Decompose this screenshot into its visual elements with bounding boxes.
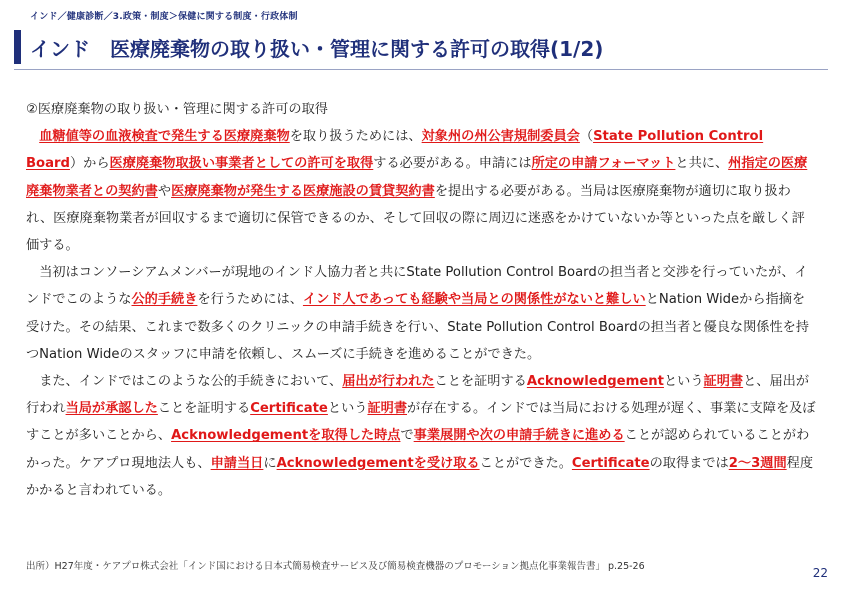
highlighted-phrase: インド人であっても経験や当局との関係性がないと難しい <box>302 292 646 308</box>
body-phrase: を提出する必要がある。当局は医療廃棄物が適切に取り扱われ、医療廃棄物業者が回収するまで適切に保管できるのか、そして回収の際に周辺に迷惑をかけていないか等といった点を厳しく評価する。 <box>26 183 805 254</box>
title-accent-bar <box>14 30 21 64</box>
body-phrase: で <box>400 428 414 444</box>
source-citation: 出所）H27年度・ケアプロ株式会社「インド国における日本式簡易検査サービス及び簡易検査機器のプロモーション拠点化事業報告書」 p.25-26 <box>26 561 645 572</box>
body-phrase: が存在する。インドでは当局における処理が遅く、事業に支障を及ぼすことが多いことから、 <box>26 401 816 444</box>
body-phrase: ）から <box>69 156 110 172</box>
highlighted-phrase: 対象州の州公害規制委員会 <box>421 129 580 145</box>
highlighted-phrase: 公的手続き <box>131 292 198 308</box>
body-phrase: とNation Wideから指摘を受けた。その結果、これまで数多くのクリニックの申請手続きを行い、State Pollution Control Boardの担当者と優良な関係性を持つNation Wideのスタッフに申請を依頼し、スムーズに手続きを進めることができた。 <box>26 292 810 362</box>
highlighted-phrase: 申請当日 <box>210 455 264 471</box>
body-phrase: や <box>157 183 172 199</box>
body-phrase: ことが認められていることがわかった。ケアプロ現地法人も、 <box>26 428 810 471</box>
body-phrase: と、届出が行われ <box>26 374 810 417</box>
paragraph-application-process <box>26 259 818 368</box>
title-divider <box>14 69 828 70</box>
body-phrase: を取り扱うためには、 <box>289 129 422 145</box>
body-phrase: する必要がある。申請には <box>373 156 532 172</box>
highlighted-phrase: Certificate <box>571 455 650 471</box>
highlighted-phrase: Acknowledgementを取得した時点 <box>171 428 401 444</box>
body-phrase: また、インドではこのような公的手続きにおいて、 <box>39 374 343 390</box>
body-phrase: ことを証明する <box>157 401 251 417</box>
highlighted-phrase: 医療廃棄物が発生する医療施設の賃貸契約書 <box>171 183 435 199</box>
body-phrase: という <box>663 374 704 390</box>
body-phrase: ことができた。 <box>479 455 572 471</box>
highlighted-phrase: 当局が承認した <box>65 401 158 417</box>
highlighted-phrase: Acknowledgementを受け取る <box>276 455 480 471</box>
highlighted-phrase: 医療廃棄物取扱い事業者としての許可を取得 <box>109 156 374 172</box>
highlighted-phrase: 証明書 <box>367 401 408 417</box>
highlighted-phrase: 血糖値等の血液検査で発生する医療廃棄物 <box>39 129 290 145</box>
body-phrase: という <box>327 401 368 417</box>
highlighted-phrase: 州指定の医療廃棄物業者との契約書 <box>26 156 808 199</box>
highlighted-phrase: 2～3週間 <box>728 455 787 471</box>
body-phrase: を行うためには、 <box>197 292 303 308</box>
highlighted-phrase: 所定の申請フォーマット <box>531 156 676 172</box>
highlighted-phrase: 届出が行われた <box>342 374 435 390</box>
paragraph-acknowledgement-certificate <box>26 368 818 504</box>
body-phrase: の取得までは <box>649 455 729 471</box>
highlighted-phrase: Certificate <box>250 401 328 417</box>
highlighted-phrase: State Pollution Control Board <box>26 129 764 172</box>
body-phrase: （ <box>579 129 594 145</box>
highlighted-phrase: 証明書 <box>703 374 744 390</box>
highlighted-phrase: 事業展開や次の申請手続きに進める <box>413 428 625 444</box>
body-phrase: ことを証明する <box>434 374 527 390</box>
section-heading: ②医療廃棄物の取り扱い・管理に関する許可の取得 <box>26 102 328 117</box>
body-text <box>26 96 818 504</box>
body-phrase: と共に、 <box>675 156 729 172</box>
breadcrumb: インド／健康診断／3.政策・制度＞保健に関する制度・行政体制 <box>30 12 298 22</box>
page-number: 22 <box>812 566 828 580</box>
page-title: インド 医療廃棄物の取り扱い・管理に関する許可の取得(1/2) <box>30 37 604 61</box>
body-phrase: 程度かかると言われている。 <box>26 455 814 498</box>
paragraph-permit-requirements <box>26 123 818 259</box>
body-phrase: 当初はコンソーシアムメンバーが現地のインド人協力者と共にState Pollution Control Boardの担当者と交渉を行っていたが、インドでこのような <box>26 265 808 308</box>
body-phrase: に <box>263 455 277 471</box>
highlighted-phrase: Acknowledgement <box>526 374 664 390</box>
